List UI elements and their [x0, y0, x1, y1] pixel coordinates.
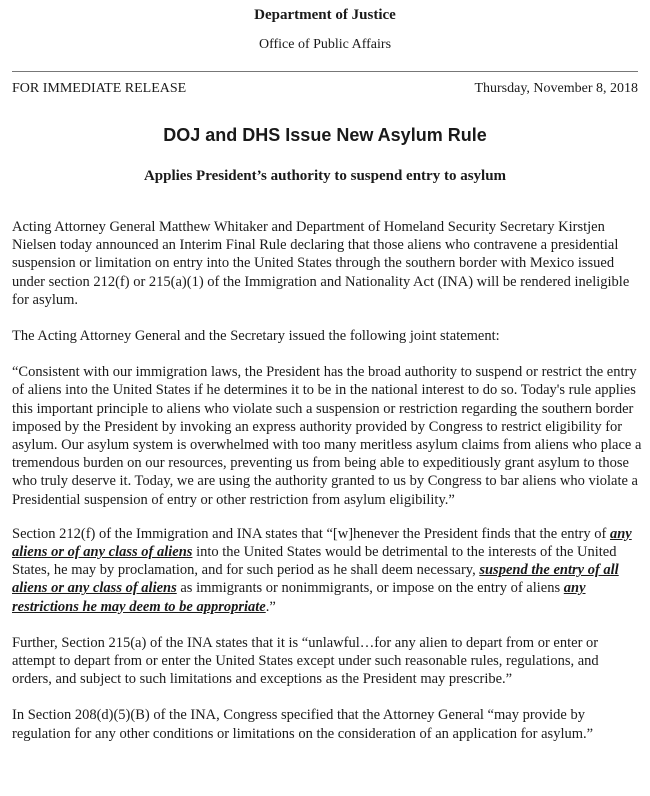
paragraph-section-212f: [12, 525, 642, 616]
emphasis-suspend-entry: suspend the entry of all aliens or any class of aliens: [12, 562, 619, 597]
paragraph-section-215a: Further, Section 215(a) of the INA states that it is “unlawful…for any alien to depart from or enter or attempt to depart from or enter the United States except under such reasonable rules, regulations, and orders, and subject to such limitations and exceptions as the President may prescribe.”: [12, 634, 599, 688]
paragraph-joint-statement: “Consistent with our immigration laws, the President has the broad authority to suspend or restrict the entry of aliens into the United States if he determines it to be in the national interest to do so. Today's rule applies this important principle to aliens who violate such a suspension or restriction regarding the southern border imposed by the President by invoking an express authority provided by Congress to restrict eligibility for asylum. Our asylum system is overwhelmed with too many meritless asylum claims from aliens who place a tremendous burden on our resources, preventing us from being able to expeditiously grant asylum to those who truly deserve it. Today, we are using the authority granted to us by Congress to bar aliens who violate a Presidential suspension of entry or other restriction from asylum eligibility.”: [12, 364, 642, 508]
emphasis-any-aliens: any aliens or of any class of aliens: [12, 525, 632, 561]
text-span: as immigrants or nonimmigrants, or impose on the entry of aliens: [176, 580, 564, 597]
paragraph-announcement: Acting Attorney General Matthew Whitaker and Department of Homeland Security Secretary Kirstjen Nielsen today announced an Interim Final Rule declaring that those aliens who contravene a presidential suspension or limitation on entry into the United States through the southern border with Mexico issued under section 212(f) or 215(a)(1) of the Immigration and Nationality Act (INA) will be rendered ineligible for asylum.: [12, 219, 630, 308]
paragraph-joint-statement-intro: The Acting Attorney General and the Secretary issued the following joint statement:: [12, 328, 500, 345]
release-row: [12, 80, 638, 98]
office-name: Office of Public Affairs: [258, 37, 392, 52]
release-date: Thursday, November 8, 2018: [474, 81, 638, 96]
headline-subtitle: Applies President’s authority to suspend entry to asylum: [143, 168, 507, 184]
department-name: Department of Justice: [254, 7, 396, 23]
headline-title: DOJ and DHS Issue New Asylum Rule: [163, 125, 487, 145]
text-span: Section 212(f) of the Immigration and INA states that “[w]henever the President finds that the entry of: [12, 525, 610, 542]
emphasis-restrictions: any restrictions he may deem to be appropriate: [12, 580, 586, 615]
header-divider: [12, 71, 638, 72]
paragraph-section-208: In Section 208(d)(5)(B) of the INA, Congress specified that the Attorney General “may provide by regulation for any other conditions or limitations on the consideration of an application for asylum.”: [12, 707, 594, 742]
release-label: FOR IMMEDIATE RELEASE: [12, 81, 187, 96]
article-body: [12, 218, 642, 761]
text-span: into the United States would be detrimental to the interests of the United States, he may by proclamation, and for such period as he shall deem necessary,: [12, 544, 617, 579]
text-span: .”: [265, 598, 276, 615]
